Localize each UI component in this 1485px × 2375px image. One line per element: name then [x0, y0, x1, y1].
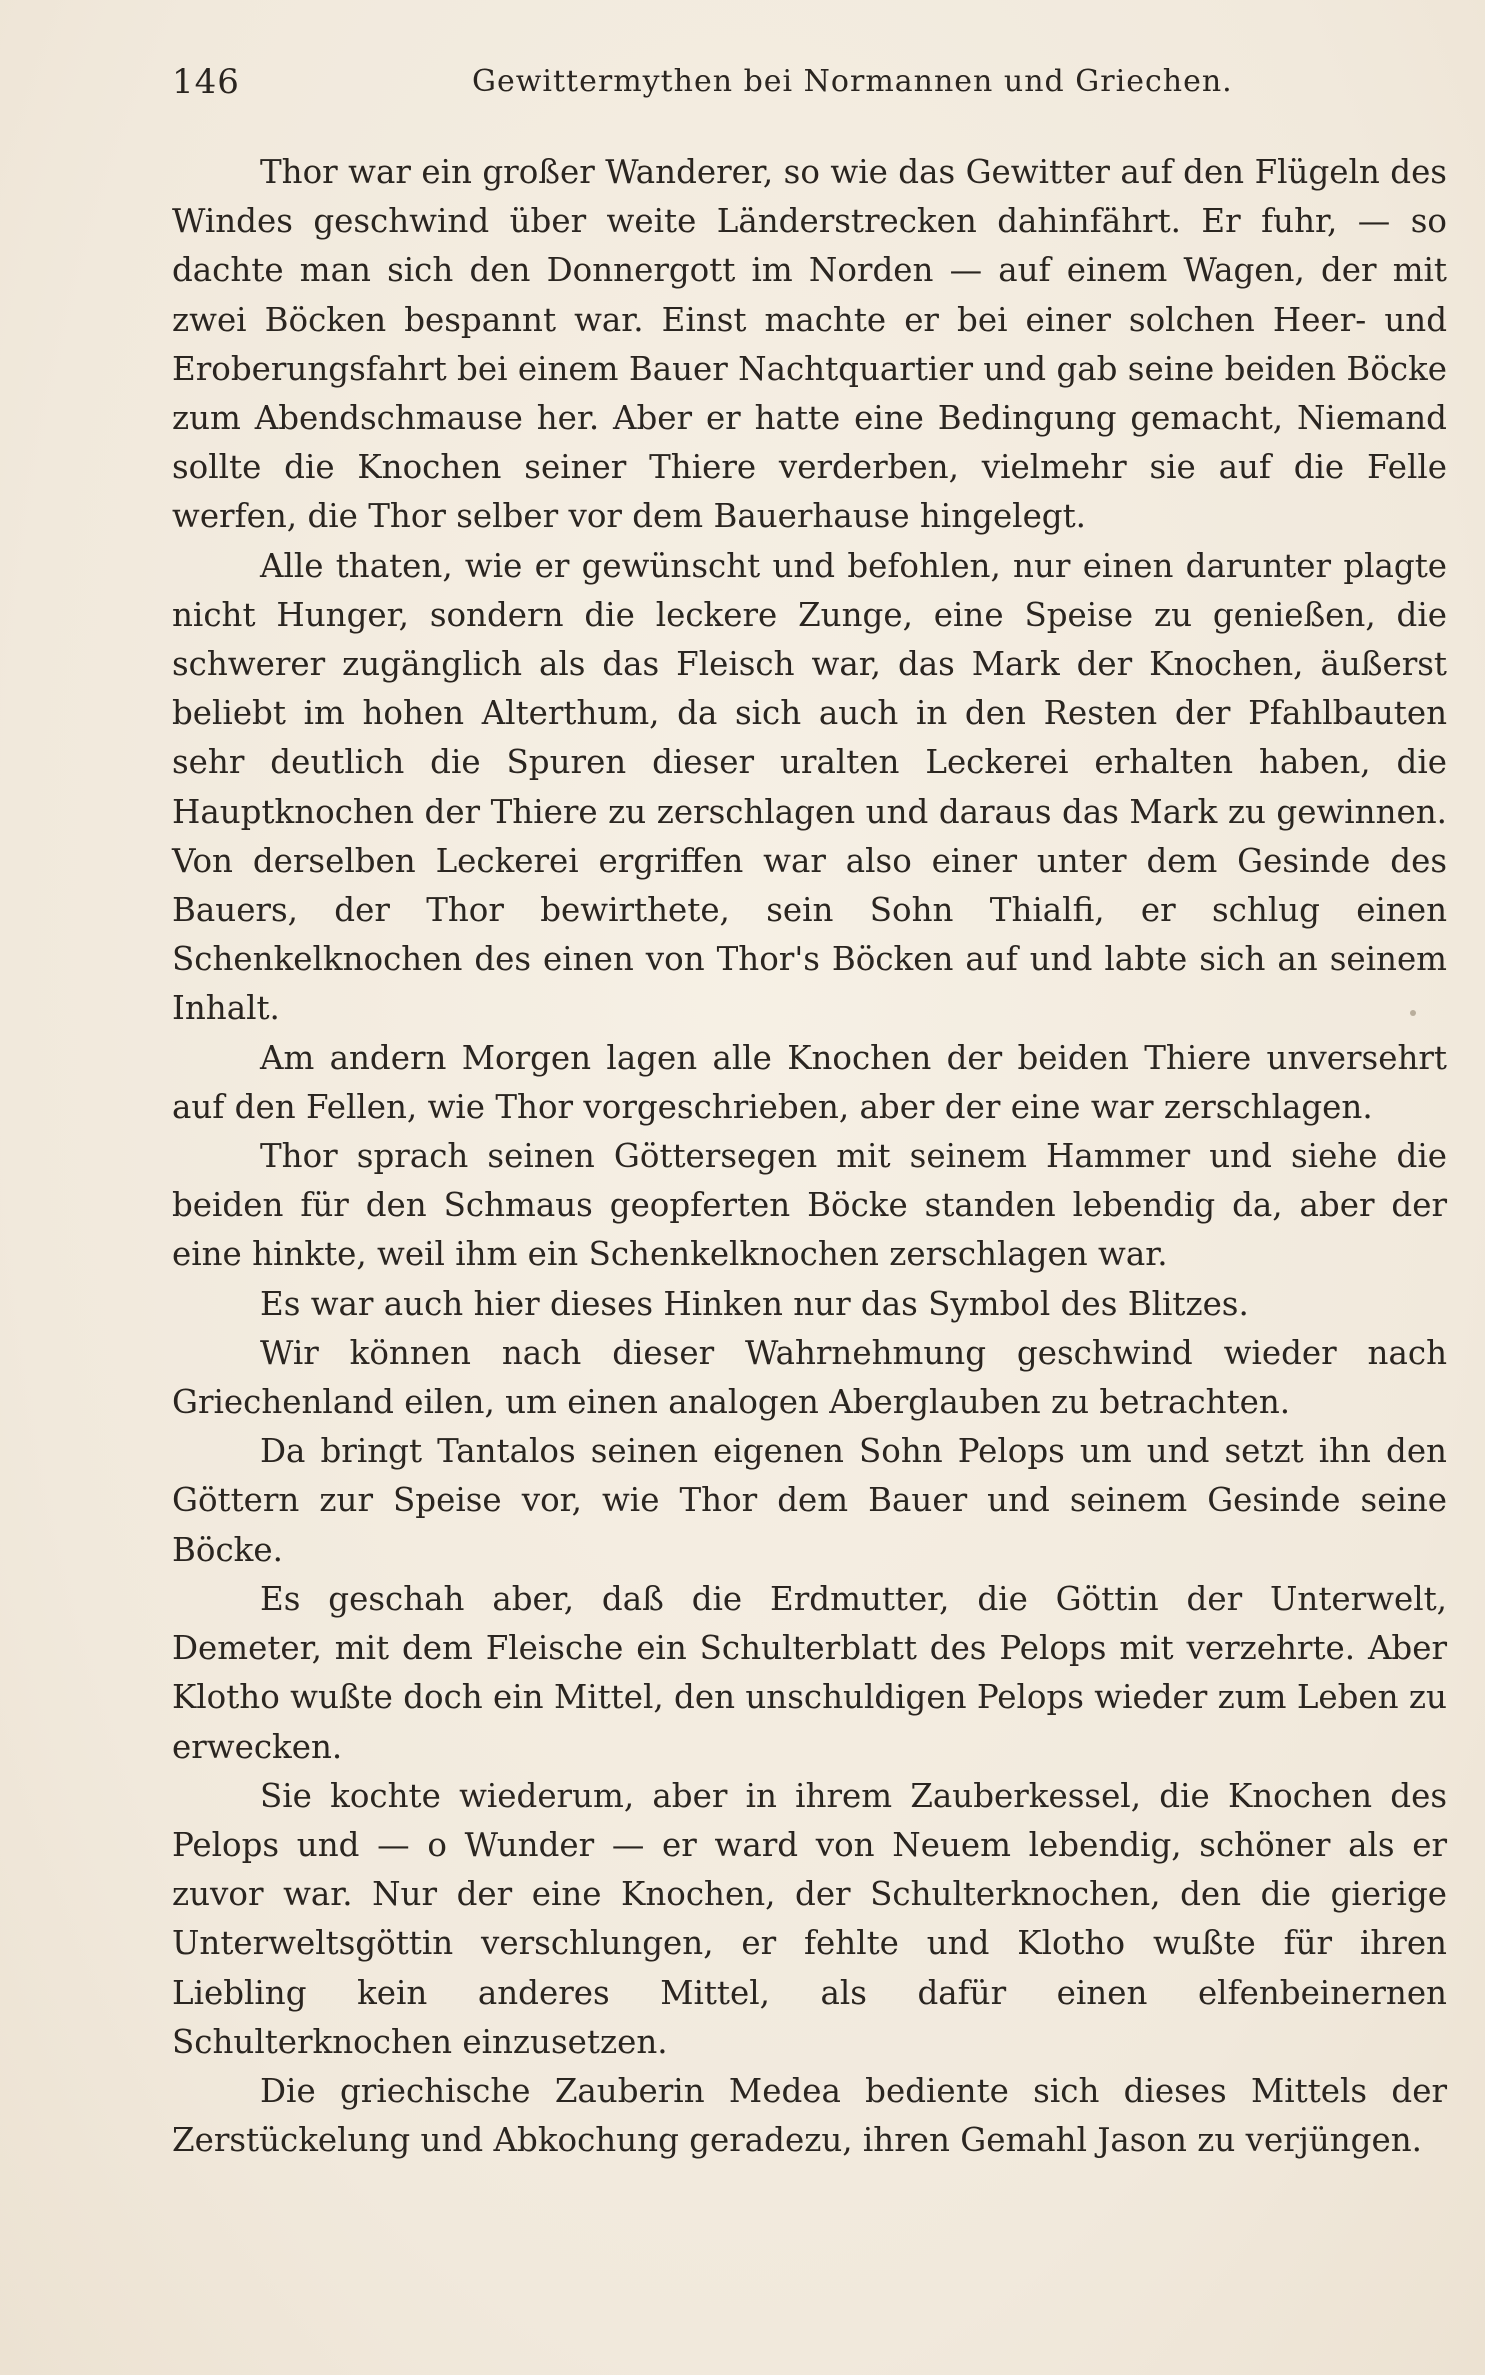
page-number: 146 [172, 62, 240, 102]
paragraph: Thor war ein großer Wanderer, so wie das Gewitter auf den Flügeln des Windes geschwind über weite Länderstrecken dahinfährt. Er fuhr, — so dachte man sich den Donnergott im Norden — auf einem Wagen, der mit zwei Böcken bespannt war. Einst machte er bei einer solchen Heer- und Eroberungsfahrt bei einem Bauer Nachtquartier und gab seine beiden Böcke zum Abendschmause her. Aber er hatte eine Bedingung gemacht, Niemand sollte die Knochen seiner Thiere verderben, vielmehr sie auf die Felle werfen, die Thor selber vor dem Bauerhause hingelegt. [172, 153, 1447, 536]
body-text [172, 148, 1447, 2165]
paragraph: Sie kochte wiederum, aber in ihrem Zauberkessel, die Knochen des Pelops und — o Wunder — er ward von Neuem lebendig, schöner als er zuvor war. Nur der eine Knochen, der Schulterknochen, den die gierige Unterweltsgöttin verschlungen, er fehlte und Klotho wußte für ihren Liebling kein anderes Mittel, als dafür einen elfenbeinernen Schulterknochen einzusetzen. [172, 1776, 1447, 2061]
paragraph: Da bringt Tantalos seinen eigenen Sohn Pelops um und setzt ihn den Göttern zur Speise vor, wie Thor dem Bauer und seinem Gesinde seine Böcke. [172, 1432, 1447, 1569]
paragraph: Die griechische Zauberin Medea bediente sich dieses Mittels der Zerstückelung und Abkochung geradezu, ihren Gemahl Jason zu verjüngen. [172, 2071, 1447, 2160]
paragraph: Es geschah aber, daß die Erdmutter, die Göttin der Unterwelt, Demeter, mit dem Fleische ein Schulterblatt des Pelops mit verzehrte. Aber Klotho wußte doch ein Mittel, den unschuldigen Pelops wieder zum Leben zu erwecken. [172, 1579, 1447, 1766]
paragraph: Es war auch hier dieses Hinken nur das Symbol des Blitzes. [260, 1284, 1249, 1323]
running-head: Gewittermythen bei Normannen und Griechen. [472, 64, 1233, 99]
paragraph: Thor sprach seinen Göttersegen mit seinem Hammer und siehe die beiden für den Schmaus geopferten Böcke standen lebendig da, aber der eine hinkte, weil ihm ein Schenkelknochen zerschlagen war. [172, 1137, 1447, 1274]
paragraph: Alle thaten, wie er gewünscht und befohlen, nur einen darunter plagte nicht Hunger, sondern die leckere Zunge, eine Speise zu genießen, die schwerer zugänglich als das Fleisch war, das Mark der Knochen, äußerst beliebt im hohen Alterthum, da sich auch in den Resten der Pfahlbauten sehr deutlich die Spuren dieser uralten Leckerei erhalten haben, die Hauptknochen der Thiere zu zerschlagen und daraus das Mark zu gewinnen. Von derselben Leckerei ergriffen war also einer unter dem Gesinde des Bauers, der Thor bewirthete, sein Sohn Thialfi, er schlug einen Schenkelknochen des einen von Thor's Böcken auf und labte sich an seinem Inhalt. [172, 546, 1447, 1028]
paragraph: Wir können nach dieser Wahrnehmung geschwind wieder nach Griechenland eilen, um einen analogen Aberglauben zu betrachten. [172, 1333, 1447, 1422]
ink-speck [1410, 1010, 1416, 1016]
paragraph: Am andern Morgen lagen alle Knochen der beiden Thiere unversehrt auf den Fellen, wie Thor vorgeschrieben, aber der eine war zerschlagen. [172, 1038, 1447, 1126]
page-header [172, 62, 1452, 112]
